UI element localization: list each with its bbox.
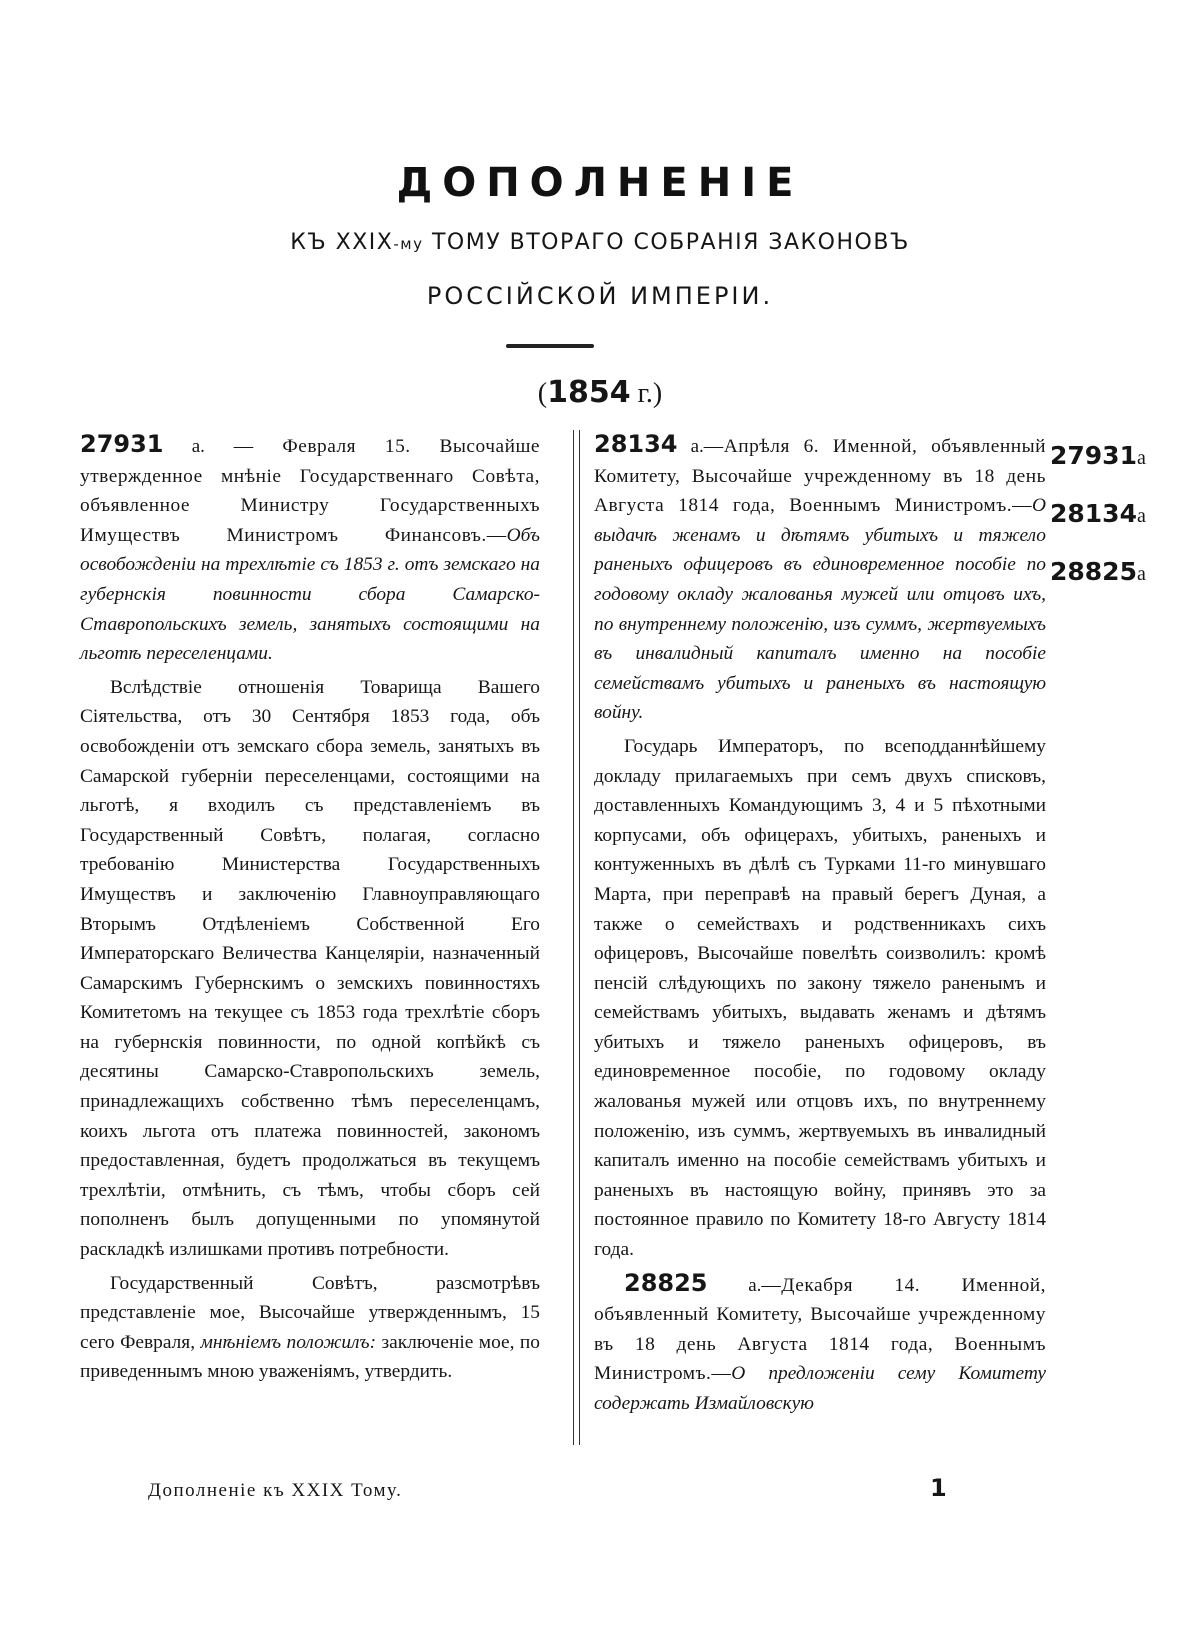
entry-heading: —Декабря 14. Именной, объявленный Комитету, Высочайше учрежденному въ 18 день Августа 1814 года, Военнымъ Министромъ.— (594, 1274, 1046, 1385)
paragraph-text: заключеніе мое, по приведеннымъ мною уваженіямъ, утвердить. (80, 1331, 540, 1383)
body-paragraph: Государь Императоръ, по всеподданнѣйшему докладу прилагаемыхъ при семъ двухъ списковъ, доставленныхъ Командующимъ 3, 4 и 5 пѣхотными корпусами, объ офицерахъ, убитыхъ, раненыхъ и контуженныхъ въ дѣлѣ съ Турками 11-го минувшаго Марта, при переправѣ на правый берегъ Дуная, а также о семействахъ и родственникахъ сихъ офицеровъ, Высочайше повелѣть соизволилъ: кромѣ пенсій слѣдующихъ по закону тяжело раненымъ и семействамъ убитыхъ, выдавать женамъ и дѣтямъ убитыхъ и тяжело раненыхъ офицеровъ, въ единовременное пособіе, по годовому окладу жалованья мужей или отцовъ ихъ, по внутреннему положенію, изъ суммъ, жертвуемыхъ въ инвалидный капиталъ именно на пособіе семействамъ убитыхъ и раненыхъ въ настоящую войну, принявъ это за постоянное правило по Комитету 18-го Августу 1814 года. (594, 735, 1046, 1261)
footer-signature: Дополненіе къ XXIX Тому. (148, 1480, 403, 1501)
subtitle-pre: КЪ XXIX (290, 230, 394, 255)
entry-heading: — Февраля 15. Высочайше утвержденное мнѣніе Государственнаго Совѣта, объявленное Министру Государственныхъ Имуществъ Министромъ Финансовъ.— (80, 436, 540, 546)
document-title: ДОПОЛНЕНІЕ (396, 160, 804, 206)
year-number: 1854 (547, 375, 631, 410)
entry-number: 27931 (80, 430, 164, 458)
margin-index-item (1050, 544, 1200, 602)
margin-index-number: 28825 (1050, 557, 1137, 586)
margin-index-item (1050, 486, 1200, 544)
document-subtitle-2: РОССІЙСКОЙ ИМПЕРІИ. (426, 282, 774, 310)
paragraph-italic: мнѣніемъ положилъ: (200, 1331, 377, 1353)
year-open-paren: ( (537, 378, 548, 409)
entry-27931 (80, 430, 540, 669)
year-line (0, 375, 1200, 410)
entry-suffix: а. (707, 1274, 762, 1296)
ornamental-rule (506, 344, 594, 348)
subtitle-post: ТОМУ ВТОРАГО СОБРАНІЯ ЗАКОНОВЪ (423, 230, 910, 255)
left-column (80, 430, 540, 1387)
margin-index-suffix: а (1136, 447, 1146, 469)
document-subtitle (0, 230, 1200, 255)
margin-index-number: 28134 (1050, 499, 1137, 528)
body-paragraph (80, 1269, 540, 1387)
entry-number: 28825 (624, 1268, 708, 1297)
entry-summary: О предложеніи сему Комитету содержать Измайловскую (594, 1363, 1046, 1414)
paragraph-text: Государственный Совѣтъ, разсмотрѣвъ представленіе мое, Высочайше утвержденнымъ, 15 сего Февраля, (80, 1272, 540, 1353)
entry-summary: Объ освобожденіи на трехлѣтіе съ 1853 г. отъ земскаго на губернскія повинности сбора Самарско-Ставропольскихъ земель, занятыхъ состоящими на льготѣ переселенцами. (80, 524, 540, 665)
entry-heading: —Апрѣля 6. Именной, объявленный Комитету, Высочайше учрежденному въ 18 день Августа 1814 года, Военнымъ Министромъ.— (594, 436, 1046, 517)
margin-index-suffix: а (1136, 563, 1146, 585)
margin-index-number: 27931 (1050, 441, 1137, 470)
entry-suffix: а. (677, 436, 704, 457)
subtitle-suffix: -му (393, 235, 424, 253)
page-number: 1 (930, 1474, 947, 1502)
entry-28825 (594, 1269, 1046, 1419)
column-divider (573, 430, 580, 1445)
right-column (594, 430, 1046, 1419)
entry-summary: О выдачѣ женамъ и дѣтямъ убитыхъ и тяжело раненыхъ офицеровъ въ единовременное пособіе по годовому окладу жалованья мужей или отцовъ ихъ, по внутреннему положенію, изъ суммъ, жертвуемыхъ въ инвалидный капиталъ именно на пособіе семействамъ убитыхъ и раненыхъ въ настоящую войну. (594, 495, 1046, 724)
margin-index (1050, 428, 1200, 602)
margin-index-suffix: а (1136, 505, 1146, 527)
body-paragraph: Вслѣдствіе отношенія Товарища Вашего Сіятельства, отъ 30 Сентября 1853 года, объ освобожденіи отъ земскаго сбора земель, занятыхъ въ Самарской губерніи переселенцами, состоящими на льготѣ, я входилъ съ представленіемъ въ Государственный Совѣтъ, полагая, согласно требованію Министерства Государственныхъ Имуществъ и заключенію Главноуправляющаго Вторымъ Отдѣленіемъ Собственной Его Императорскаго Величества Канцеляріи, назначенный Самарскимъ Губернскимъ о земскихъ повинностяхъ Комитетомъ на текущее съ 1853 года трехлѣтіе сборъ на губернскія повинности, по одной копѣйкѣ съ десятины Самарско-Ставропольскихъ земель, принадлежащихъ собственно тѣмъ переселенцамъ, коихъ льгота отъ платежа повинностей, закономъ предоставленная, будетъ продолжаться въ текущемъ трехлѣтіи, отмѣнить, съ тѣмъ, чтобы сборъ сей пополненъ былъ допущенными по упомянутой раскладкѣ излишками противъ потребности. (80, 676, 540, 1261)
entry-28134 (594, 430, 1046, 728)
entry-number: 28134 (594, 430, 678, 458)
margin-index-item (1050, 428, 1200, 486)
year-close: г.) (630, 378, 663, 409)
entry-suffix: а. (163, 436, 205, 457)
